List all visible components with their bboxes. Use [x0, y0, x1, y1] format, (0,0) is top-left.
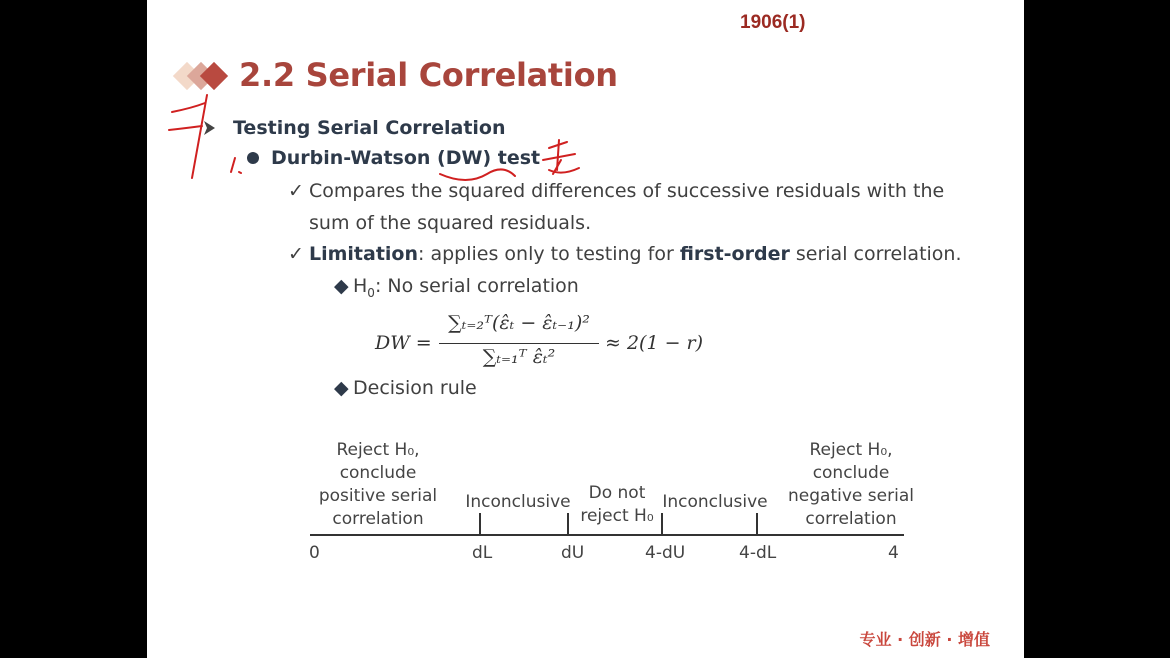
h0-hypothesis: $H_0$: No serial correlation [353, 275, 579, 300]
region-reject-negative: Reject H₀, conclude negative serial correlation [788, 440, 914, 529]
formula-denominator: ∑ₜ₌₁ᵀ ε̂ₜ² [482, 346, 556, 368]
formula-numerator: ∑ₜ₌₂ᵀ(ε̂ₜ − ε̂ₜ₋₁)² [448, 312, 590, 334]
slide [147, 0, 1024, 658]
region-reject-positive: Reject H₀, conclude positive serial correlation [318, 440, 438, 529]
arrow-bullet-icon [203, 120, 217, 136]
formula-rhs: ≈ 2(1 − r) [605, 332, 704, 354]
check1-line2: sum of the squared residuals. [309, 212, 592, 234]
diamond-bullet-icon: ◆ [334, 275, 349, 297]
axis-label-4: 4 [888, 543, 899, 563]
slide-code: 1906(1) [740, 12, 806, 33]
footer-slogan: 专业 · 创新 · 增值 [859, 630, 990, 649]
axis-label-4-dU: 4-dU [645, 543, 686, 563]
checkmark-icon: ✓ [288, 180, 304, 202]
tick-4-dU [661, 513, 663, 535]
checkmark-icon: ✓ [288, 243, 304, 265]
diamond-bullet-icon: ◆ [334, 377, 349, 399]
bullet-dw-test: Durbin-Watson (DW) test [271, 147, 541, 169]
tick-dU [567, 513, 569, 535]
axis-label-0: 0 [309, 543, 320, 563]
check2-limitation: Limitation: applies only to testing for first-order serial correlation. [309, 243, 962, 265]
decision-axis [310, 534, 904, 536]
section-heading: Testing Serial Correlation [233, 117, 506, 139]
axis-label-4-dL: 4-dL [739, 543, 777, 563]
fraction-bar [439, 343, 599, 344]
bullet-dot-icon [247, 152, 259, 164]
axis-label-dU: dU [561, 543, 585, 563]
formula-lhs: DW = [375, 332, 432, 354]
decision-rule-label: Decision rule [353, 377, 477, 399]
check1-line1: Compares the squared differences of successive residuals with the [309, 180, 945, 202]
tick-4-dL [756, 513, 758, 535]
axis-label-dL: dL [472, 543, 493, 563]
tick-dL [479, 513, 481, 535]
region-inconclusive-1: Inconclusive [465, 492, 571, 512]
slide-title: 2.2 Serial Correlation [239, 56, 618, 94]
region-do-not-reject: Do not reject H₀ [580, 483, 654, 526]
region-inconclusive-2: Inconclusive [662, 492, 768, 512]
